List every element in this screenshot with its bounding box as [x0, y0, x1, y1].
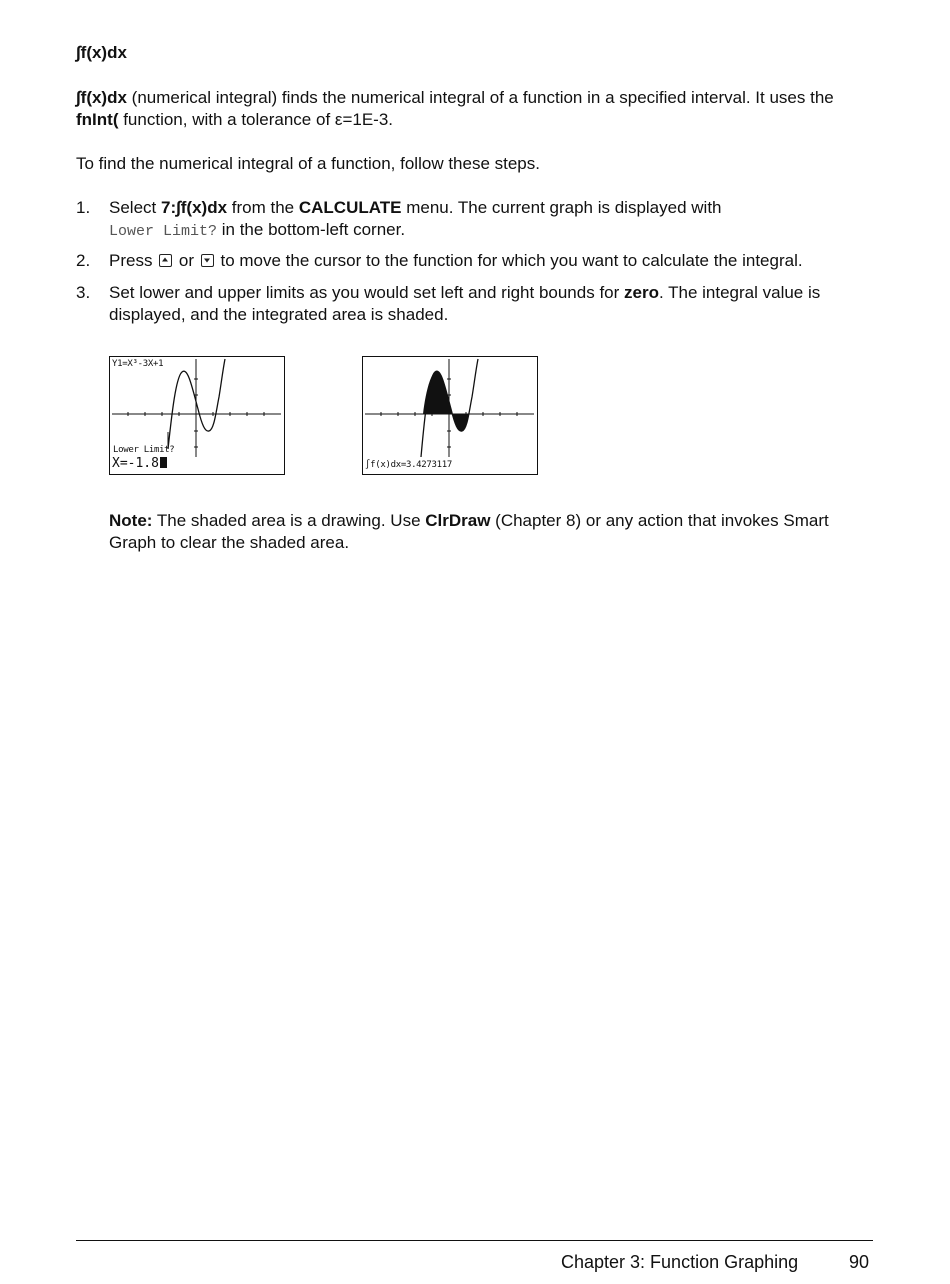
note-command: ClrDraw [425, 511, 491, 530]
step-text: . The integral value is displayed, and the integrated area is shaded. [109, 283, 821, 324]
x-value-readout [112, 457, 167, 470]
step-text: or [174, 251, 199, 270]
shaded-integral-plot-icon [363, 357, 536, 473]
section-heading: ∫f(x)dx [76, 43, 127, 62]
down-arrow-key-icon [201, 254, 214, 267]
intro-text-2: function, with a tolerance of ε=1E-3. [118, 110, 394, 129]
step-text: Press [109, 251, 158, 270]
steps-intro: To find the numerical integral of a function, follow these steps. [76, 154, 540, 173]
step-body [109, 250, 879, 272]
step-text: to move the cursor to the function for which you want to calculate the integral. [215, 251, 803, 270]
keyword: zero [624, 283, 659, 302]
intro-fn: fnInt( [76, 110, 119, 129]
menu-item-name: 7:∫f(x)dx [160, 198, 228, 217]
note-text: (Chapter 8) or any action that invokes Smart Graph to clear the shaded area. [109, 511, 829, 552]
note-text: The shaded area is a drawing. Use [152, 511, 426, 530]
note-paragraph [109, 510, 879, 554]
equation-label: Y1=X³-3X+1 [112, 359, 164, 369]
footer-chapter-title: Chapter 3: Function Graphing [561, 1252, 799, 1272]
intro-text-1: (numerical integral) finds the numerical integral of a function in a specified interval. It uses the [126, 88, 834, 107]
prompt-text: Lower Limit? [109, 223, 218, 240]
step-number: 2. [76, 251, 91, 270]
intro-term: ∫f(x)dx [76, 88, 127, 107]
step-text: Set lower and upper limits as you would set left and right bounds for [109, 283, 625, 302]
integral-result: ∫f(x)dx=3.4273117 [365, 460, 453, 470]
step-text: Select [109, 198, 161, 217]
calculator-screen-integral-result [362, 356, 538, 475]
step-text: from the [227, 198, 299, 217]
footer-divider [76, 1240, 873, 1241]
step-body [109, 282, 879, 326]
step-text: menu. The current graph is displayed with [401, 198, 722, 217]
footer-page-number: 90 [849, 1252, 870, 1272]
step-text: in the bottom-left corner. [217, 220, 406, 239]
cursor-block-icon [160, 457, 167, 468]
calculator-screen-lower-limit [109, 356, 285, 475]
note-label: Note: [109, 511, 153, 530]
menu-name: CALCULATE [298, 198, 402, 217]
step-body [109, 197, 879, 243]
step-number: 1. [76, 198, 91, 217]
x-value: X=-1.8 [112, 456, 159, 471]
intro-paragraph [76, 87, 876, 131]
up-arrow-key-icon [159, 254, 172, 267]
step-number: 3. [76, 283, 91, 302]
lower-limit-prompt: Lower Limit? [113, 445, 175, 455]
